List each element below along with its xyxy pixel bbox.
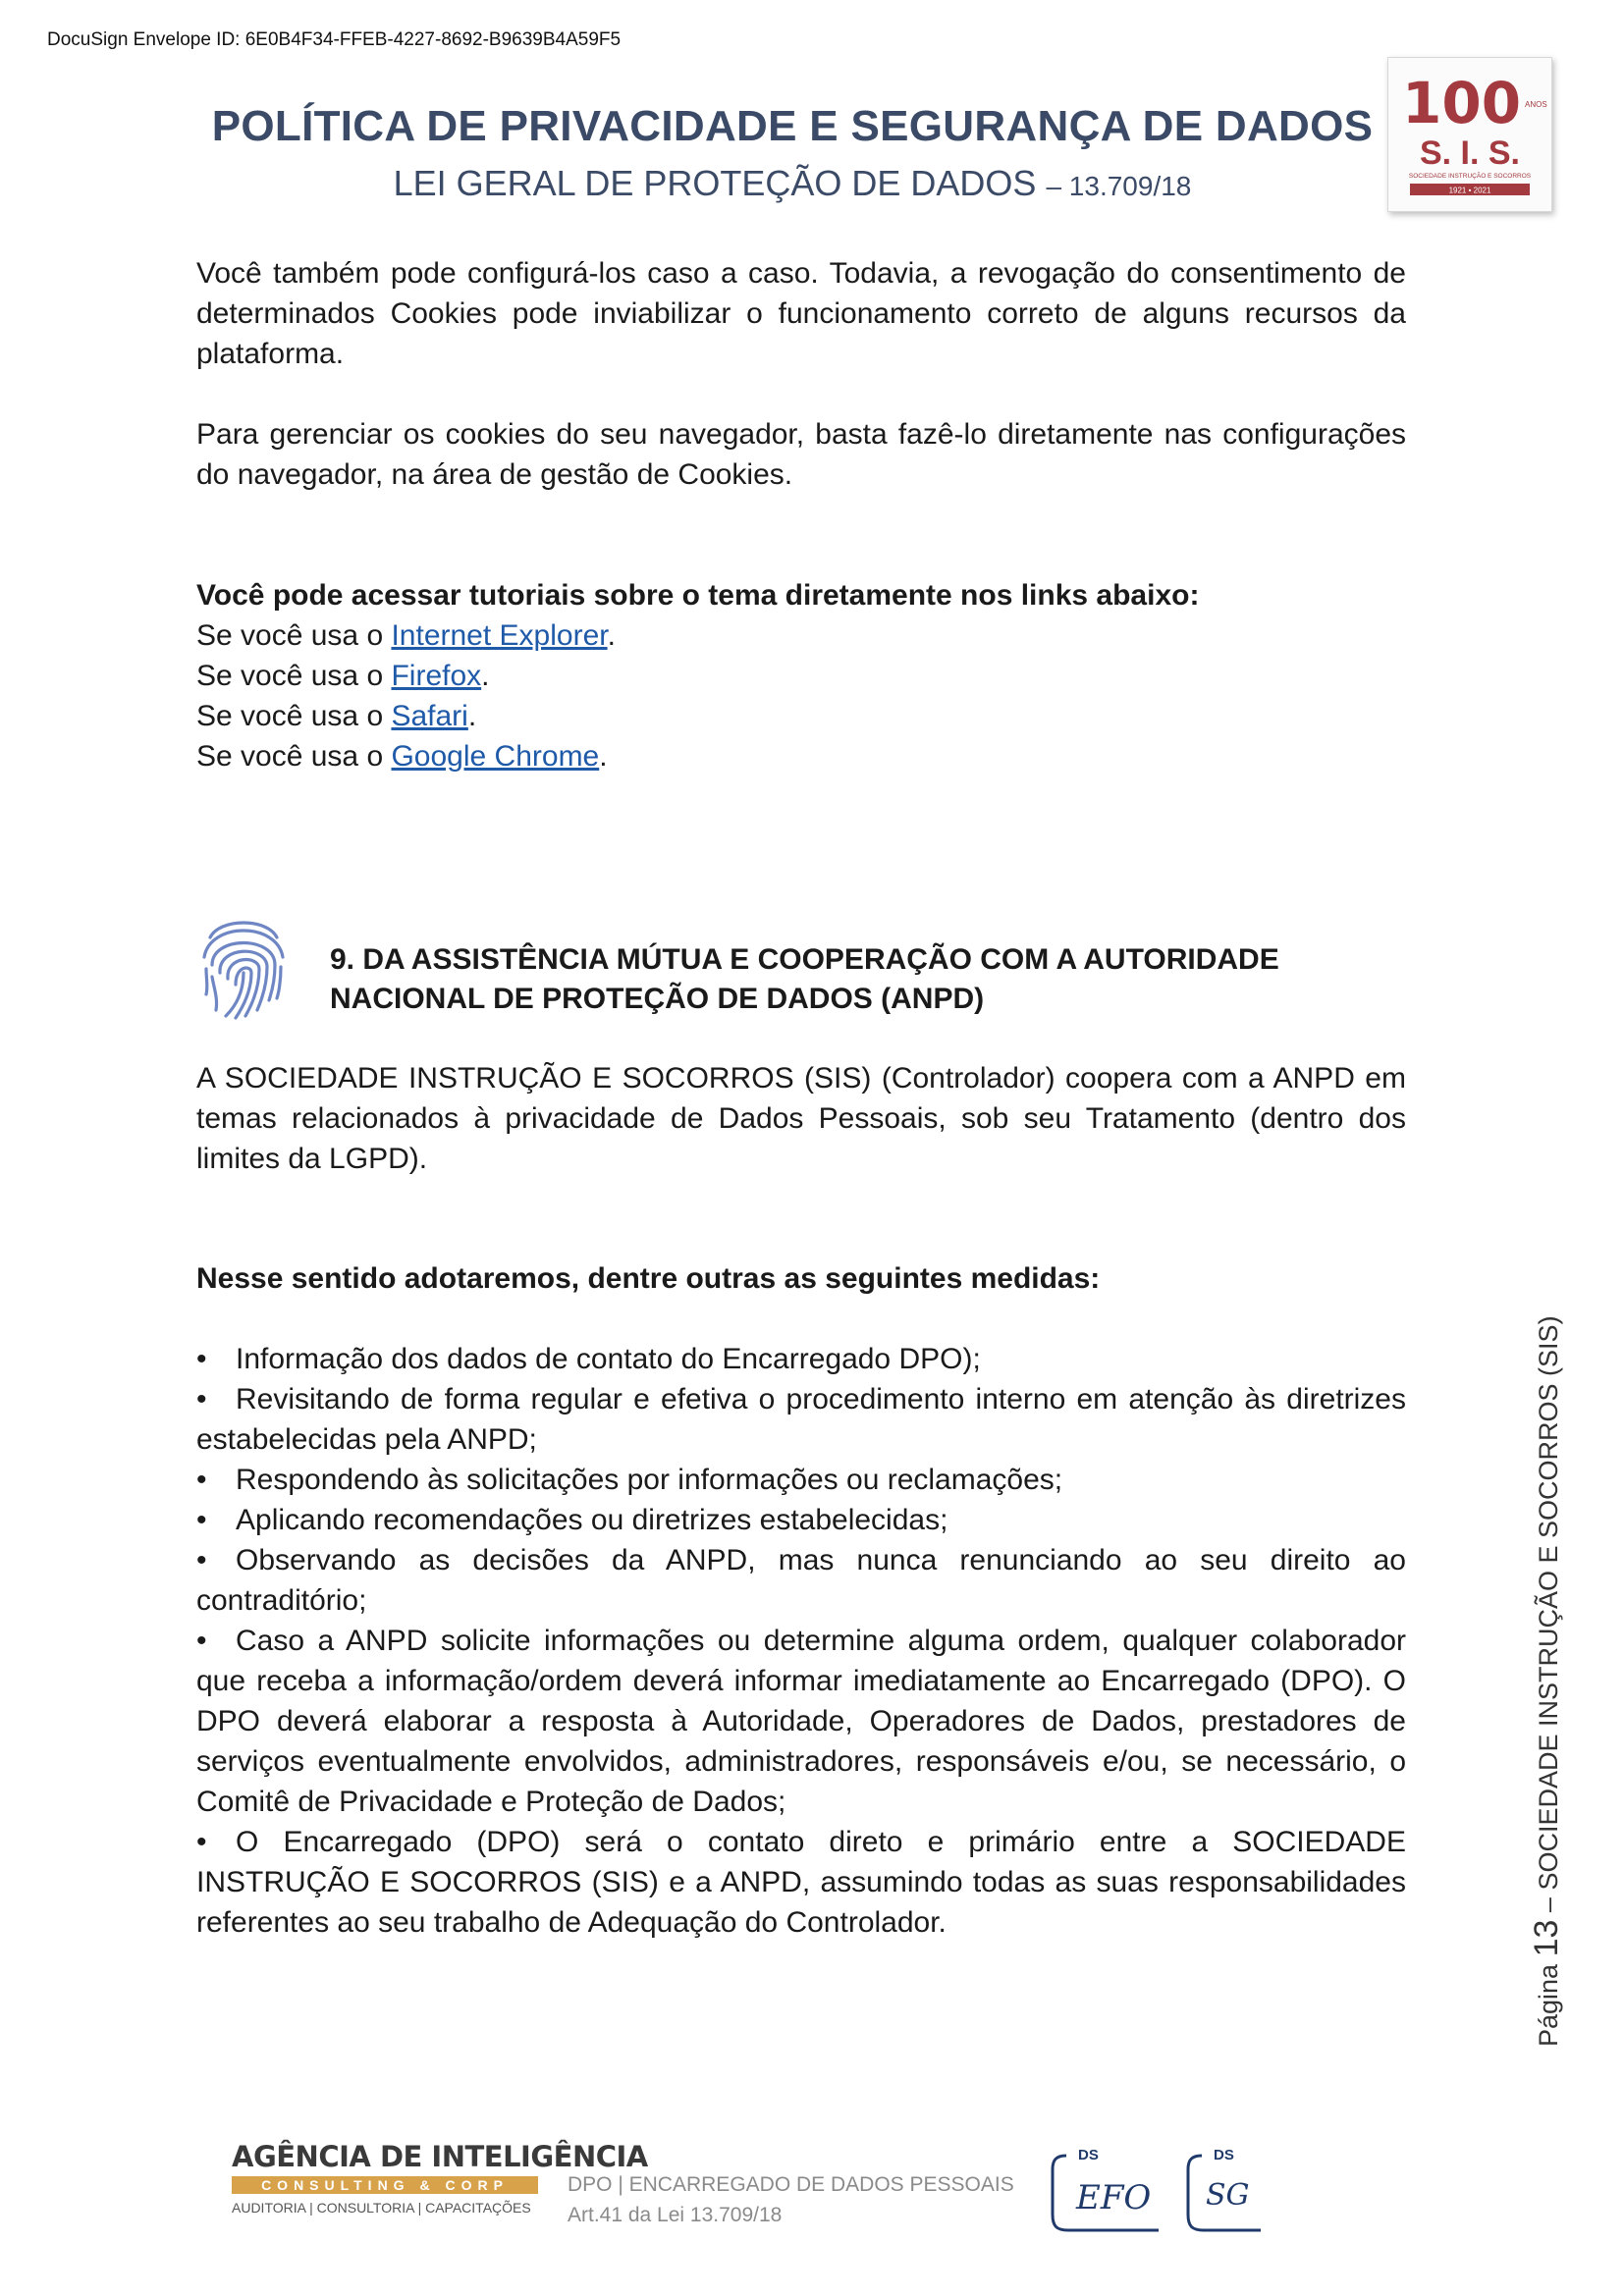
list-item-text: Observando as decisões da ANPD, mas nunca renunciando ao seu direito ao contraditório; [196, 1544, 1406, 1617]
tutorial-prefix: Se você usa o [196, 700, 392, 732]
document-title: POLÍTICA DE PRIVACIDADE E SEGURANÇA DE DADOS [211, 102, 1374, 150]
agency-logo [232, 2140, 648, 2238]
logo-number: 100 [1402, 70, 1522, 136]
sig2-ds-tag: DS [1214, 2148, 1234, 2163]
measures-list [196, 1339, 1406, 1943]
paragraph-configure-text: Você também pode configurá-los caso a caso. Todavia, a revogação do consentimento de determinados Cookies pode inviabilizar o funcionamento correto de alguns recursos da plataforma. [196, 257, 1406, 370]
list-item-text: O Encarregado (DPO) será o contato direto e primário entre a SOCIEDADE INSTRUÇÃO E SOCORROS (SIS) e a ANPD, assumindo todas as suas responsabilidades referentes ao seu trabalho de Adequação do Controlador. [196, 1826, 1406, 1939]
section-9-heading: 9. DA ASSISTÊNCIA MÚTUA E COOPERAÇÃO COM A AUTORIDADE NACIONAL DE PROTEÇÃO DE DADOS (ANPD) [330, 943, 1279, 1015]
agency-name: AGÊNCIA DE INTELIGÊNCIA [232, 2140, 648, 2173]
docusign-envelope-id: DocuSign Envelope ID: 6E0B4F34-FFEB-4227-8692-B9639B4A59F5 [47, 29, 622, 50]
dpo-line-2: Art.41 da Lei 13.709/18 [568, 2204, 783, 2226]
tutorial-suffix: . [467, 700, 477, 732]
side-organization: SOCIEDADE INSTRUÇÃO E SOCORROS (SIS) [1534, 1315, 1563, 1891]
list-item-text: Caso a ANPD solicite informações ou determine alguma ordem, qualquer colaborador que receba a informação/ordem deverá informar imediatamente ao Encarregado (DPO). O DPO deverá elaborar a resposta à Autoridade, Operadores de Dados, prestadores de serviços eventualmente envolvidos, administradores, responsáveis e/ou, se necessário, o Comitê de Privacidade e Proteção de Dados; [196, 1625, 1406, 1818]
logo-tagline: SOCIEDADE INSTRUÇÃO E SOCORROS [1408, 173, 1532, 180]
agency-band: CONSULTING & CORP [232, 2176, 538, 2194]
subtitle-law-name: LEI GERAL DE PROTEÇÃO DE DADOS [393, 163, 1037, 203]
tutorial-suffix: . [607, 619, 616, 652]
logo-years: 1921 • 2021 [1448, 186, 1491, 195]
signature-initials-2 [1184, 2148, 1267, 2236]
logo-anos: ANOS [1525, 100, 1547, 109]
link-google-chrome[interactable]: Google Chrome [391, 740, 600, 773]
fingerprint-icon [196, 908, 291, 1022]
tutorial-line-chrome [196, 736, 1406, 776]
sis-logo [1387, 57, 1552, 212]
agency-services: AUDITORIA | CONSULTORIA | CAPACITAÇÕES [232, 2200, 531, 2216]
tutorial-line-ie [196, 615, 1406, 656]
bullet-dot: • [196, 1464, 207, 1496]
side-dash: – [1534, 1897, 1563, 1913]
link-firefox[interactable]: Firefox [391, 660, 482, 692]
tutorial-line-firefox [196, 656, 1406, 696]
list-item [196, 1540, 1406, 1621]
section-9-intro [196, 1058, 1406, 1179]
tutorial-suffix: . [599, 740, 608, 773]
list-item-text: Aplicando recomendações ou diretrizes estabelecidas; [236, 1504, 948, 1536]
bullet-dot: • [196, 1625, 207, 1657]
tutorials-heading: Você pode acessar tutoriais sobre o tema diretamente nos links abaixo: [196, 579, 1200, 612]
list-item [196, 1460, 1406, 1500]
sig1-ds-tag: DS [1078, 2148, 1099, 2163]
list-item-text: Revisitando de forma regular e efetiva o procedimento interno em atenção às diretrizes estabelecidas pela ANPD; [196, 1383, 1406, 1456]
bullet-dot: • [196, 1544, 207, 1576]
subtitle-law-number: – 13.709/18 [1046, 171, 1192, 201]
page-number: 13 [1528, 1919, 1565, 1957]
list-item [196, 1339, 1406, 1379]
measures-heading-block [196, 1258, 1406, 1299]
page-label: Página [1534, 1963, 1563, 2047]
dpo-line-1: DPO | ENCARREGADO DE DADOS PESSOAIS [568, 2173, 1014, 2196]
list-item-text: Informação dos dados de contato do Encarregado DPO); [236, 1343, 981, 1375]
list-item [196, 1379, 1406, 1460]
bullet-dot: • [196, 1343, 207, 1375]
bullet-dot: • [196, 1383, 207, 1415]
bullet-dot: • [196, 1504, 207, 1536]
sig1-initials: EFO [1076, 2178, 1152, 2217]
page-side-label [1527, 1315, 1566, 2047]
tutorial-prefix: Se você usa o [196, 660, 392, 692]
dpo-footer [568, 2169, 1014, 2230]
tutorials-block [196, 575, 1406, 776]
bullet-dot: • [196, 1826, 207, 1858]
link-safari[interactable]: Safari [391, 700, 468, 732]
paragraph-manage-cookies [196, 414, 1406, 495]
section-9-intro-text: A SOCIEDADE INSTRUÇÃO E SOCORROS (SIS) (Controlador) coopera com a ANPD em temas relacionados à privacidade de Dados Pessoais, sob seu Tratamento (dentro dos limites da LGPD). [196, 1062, 1406, 1175]
tutorial-prefix: Se você usa o [196, 740, 392, 773]
list-item [196, 1822, 1406, 1943]
list-item [196, 1500, 1406, 1540]
list-item [196, 1621, 1406, 1822]
link-internet-explorer[interactable]: Internet Explorer [391, 619, 608, 652]
list-item-text: Respondendo às solicitações por informações ou reclamações; [236, 1464, 1063, 1496]
paragraph-manage-cookies-text: Para gerenciar os cookies do seu navegador, basta fazê-lo diretamente nas configurações do navegador, na área de gestão de Cookies. [196, 418, 1406, 491]
sis-logo-graphic [1388, 58, 1551, 211]
measures-heading: Nesse sentido adotaremos, dentre outras as seguintes medidas: [196, 1262, 1101, 1295]
paragraph-configure [196, 253, 1406, 374]
tutorial-prefix: Se você usa o [196, 619, 392, 652]
tutorial-line-safari [196, 696, 1406, 736]
signature-initials-1 [1049, 2148, 1168, 2236]
tutorial-suffix: . [481, 660, 490, 692]
logo-name: S. I. S. [1419, 134, 1521, 172]
document-subtitle [0, 163, 1585, 204]
sig2-initials: SG [1206, 2178, 1250, 2213]
